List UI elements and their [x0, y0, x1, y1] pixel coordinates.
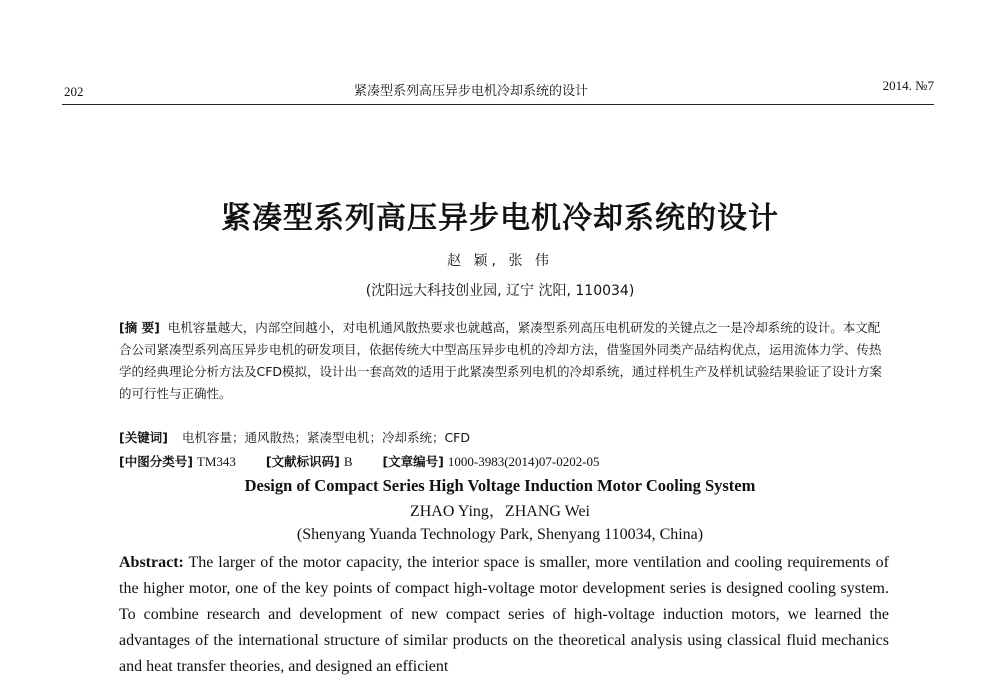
paper-title: 紧凑型系列高压异步电机冷却系统的设计	[221, 201, 779, 236]
abstract-label: [摘 要]	[119, 320, 160, 335]
clc-label: [中图分类号]	[119, 454, 193, 469]
keywords-label: [关键词]	[119, 430, 168, 445]
english-title: Design of Compact Series High Voltage Induction Motor Cooling System	[244, 476, 756, 495]
doc-code-value: B	[343, 454, 353, 469]
article-number-value: 1000-3983(2014)07-0202-05	[447, 454, 600, 469]
page-number: 202	[64, 84, 84, 99]
article-number-label: [文章编号]	[382, 454, 444, 469]
classification-line	[119, 452, 889, 470]
keywords	[119, 428, 889, 446]
abstract-chinese	[119, 317, 889, 405]
authors: 赵 颖, 张 伟	[447, 253, 553, 269]
abstract-text: 电机容量越大，内部空间越小，对电机通风散热要求也就越高，紧凑型系列高压电机研发的关键点之一是冷却系统的设计。本文配合公司紧凑型系列高压异步电机的研发项目，依据传统大中型高压异步电机的冷却方法，借鉴国外同类产品结构优点，运用流体力学、传热学的经典理论分析方法及CFD模拟，设计出一套高效的适用于此紧凑型系列电机的冷却系统，通过样机生产及样机试验结果验证了设计方案的可行性与正确性。	[119, 320, 883, 401]
running-header	[62, 78, 934, 105]
doc-code-label: [文献标识码]	[265, 454, 340, 469]
english-abstract-text: The larger of the motor capacity, the interior space is smaller, more ventilation and cooling requirements of the higher motor, one of the key points of compact high-voltage motor development series is designed cooling system. To combine research and development of new compact series of high-voltage induction motors, we learned the advantages of the international structure of similar products on the theoretical analysis using classical fluid mechanics and heat transfer theories, and designed an efficient	[119, 554, 889, 675]
english-authors: ZHAO Ying，ZHANG Wei	[409, 503, 591, 520]
running-title: 紧凑型系列高压异步电机冷却系统的设计	[354, 84, 589, 99]
affiliation: (沈阳远大科技创业园, 辽宁 沈阳, 110034)	[365, 283, 635, 299]
keywords-text: 电机容量；通风散热；紧凑型电机；冷却系统；CFD	[181, 430, 470, 445]
clc-value: TM343	[196, 454, 236, 469]
abstract-english	[119, 550, 889, 680]
english-abstract-label: Abstract:	[119, 554, 184, 571]
issue-number: 2014. №7	[882, 78, 934, 93]
english-affiliation: (Shenyang Yuanda Technology Park, Shenyang 110034, China)	[296, 526, 704, 543]
